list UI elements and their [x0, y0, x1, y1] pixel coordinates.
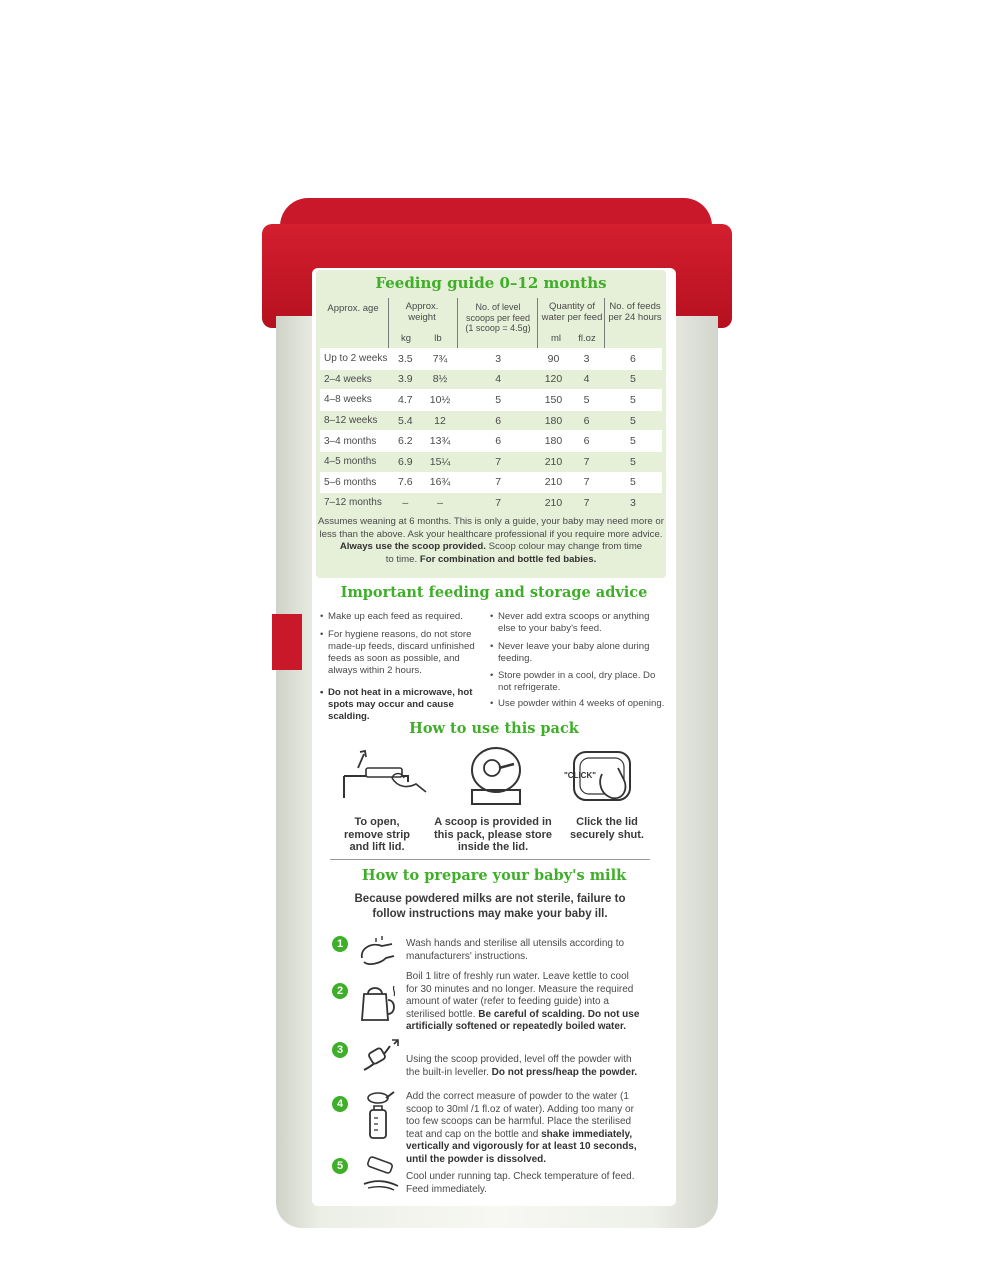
step-number: 4	[332, 1096, 348, 1112]
advice-item: • Never leave your baby alone during feeding.	[498, 641, 658, 665]
advice-item: • Do not heat in a microwave, hot spots may occur and cause scalding.	[328, 687, 488, 723]
header-lb: lb	[434, 333, 442, 344]
table-cell-kg: 7.6	[389, 472, 421, 493]
table-cell-scoops: 7	[459, 451, 538, 472]
table-cell-scoops: 3	[459, 349, 538, 370]
step-bold: Do not press/heap the powder.	[491, 1066, 638, 1078]
opening-strip-tab	[272, 614, 302, 670]
table-cell-floz: 6	[569, 410, 604, 431]
header-floz: fl.oz	[578, 333, 596, 344]
table-cell-floz: 5	[569, 390, 604, 411]
table-cell-feeds: 5	[604, 410, 662, 431]
how-to-use-title: How to use this pack	[409, 720, 579, 737]
table-cell-age: Up to 2 weeks	[320, 349, 389, 370]
feeding-guide-title: Feeding guide 0–12 months	[375, 274, 607, 292]
prepare-title: How to prepare your baby's milk	[361, 867, 627, 884]
table-cell-feeds: 5	[604, 390, 662, 411]
table-cell-scoops: 7	[459, 472, 538, 493]
table-cell-kg: 6.9	[389, 451, 421, 472]
table-cell-scoops: 7	[459, 493, 538, 513]
use-step-caption: Click the lid securely shut.	[570, 816, 644, 841]
table-cell-floz: 6	[569, 431, 604, 452]
header-kg: kg	[400, 333, 412, 344]
wash-hands-icon	[354, 934, 398, 968]
step-bold: shake immediately, vertically and vigorously for at least 10 seconds, until the powder is dissolved.	[406, 1128, 637, 1165]
table-cell-kg: 3.9	[389, 369, 421, 390]
click-label: "CLICK"	[564, 771, 597, 780]
advice-item: • For hygiene reasons, do not store made-up feeds, discard unfinished feeds as soon as possible, and always within 2 hours.	[328, 629, 488, 677]
table-cell-ml: 120	[538, 369, 570, 390]
table-cell-kg: –	[389, 493, 421, 513]
table-cell-lb: 10½	[421, 390, 459, 411]
table-row	[320, 349, 662, 370]
prepare-step-text	[406, 1054, 642, 1079]
table-cell-lb: 7¾	[421, 349, 459, 370]
open-strip-icon	[338, 748, 430, 804]
header-feeds: No. of feeds per 24 hours	[608, 301, 662, 323]
table-row	[320, 410, 662, 431]
table-cell-floz: 3	[569, 349, 604, 370]
table-cell-feeds: 5	[604, 369, 662, 390]
use-step-caption: A scoop is provided in this pack, please store inside the lid.	[434, 816, 552, 853]
advice-item: • Store powder in a cool, dry place. Do not refrigerate.	[498, 670, 658, 694]
table-row	[320, 390, 662, 411]
table-cell-scoops: 5	[459, 390, 538, 411]
header-water: Quantity of water per feed	[541, 301, 603, 323]
step-number: 1	[332, 936, 348, 952]
table-cell-scoops: 6	[459, 410, 538, 431]
table-cell-age: 8–12 weeks	[320, 410, 389, 431]
table-cell-age: 4–8 weeks	[320, 390, 389, 411]
table-row	[320, 472, 662, 493]
table-cell-scoops: 6	[459, 431, 538, 452]
header-scoops: No. of level scoops per feed (1 scoop = 4.5g)	[465, 302, 531, 333]
prepare-step-text: Wash hands and sterilise all utensils according to manufacturers' instructions.	[406, 938, 625, 962]
table-cell-age: 7–12 months	[320, 493, 389, 513]
table-cell-lb: 16¾	[421, 472, 459, 493]
prepare-step-text: Cool under running tap. Check temperature of feed. Feed immediately.	[406, 1171, 635, 1195]
prepare-step-text	[406, 1091, 646, 1166]
table-row	[320, 493, 662, 513]
step-bold: Be careful of scalding. Do not use artificially softened or repeatedly boiled water.	[406, 1008, 640, 1032]
table-cell-lb: 13¾	[421, 431, 459, 452]
table-cell-feeds: 5	[604, 472, 662, 493]
test-temperature-icon	[358, 1156, 402, 1192]
table-cell-feeds: 3	[604, 493, 662, 513]
table-cell-age: 5–6 months	[320, 472, 389, 493]
step-number: 3	[332, 1042, 348, 1058]
step-text: Add the correct measure of powder to the water (1 scoop to 30ml /1 fl.oz of water). Adding too many or too few scoops can be harmful. Place the sterilised teat and cap on the bottle and	[406, 1091, 634, 1140]
table-row	[320, 431, 662, 452]
table-cell-ml: 180	[538, 410, 570, 431]
kettle-icon	[356, 980, 402, 1024]
table-cell-kg: 3.5	[389, 349, 421, 370]
table-cell-lb: 8½	[421, 369, 459, 390]
note-bold: Always use the scoop provided.	[339, 541, 486, 552]
step-text: Using the scoop provided, level off the powder with the built-in leveller.	[406, 1054, 632, 1078]
header-weight: Approx. weight	[405, 301, 439, 323]
table-cell-age: 3–4 months	[320, 431, 389, 452]
table-cell-floz: 7	[569, 451, 604, 472]
table-cell-ml: 210	[538, 451, 570, 472]
table-cell-kg: 6.2	[389, 431, 421, 452]
note-bold: For combination and bottle fed babies.	[419, 553, 597, 565]
table-cell-age: 2–4 weeks	[320, 369, 389, 390]
feeding-guide-note	[316, 516, 666, 566]
scoop-in-lid-icon	[464, 744, 528, 808]
use-step-caption: To open, remove strip and lift lid.	[343, 816, 411, 853]
note-line: Assumes weaning at 6 months. This is only a guide, your baby may need more or	[318, 516, 664, 527]
header-ml: ml	[550, 333, 562, 344]
step-number: 2	[332, 983, 348, 999]
step-number: 5	[332, 1158, 348, 1174]
note-text: to time.	[385, 553, 420, 565]
advice-title: Important feeding and storage advice	[340, 584, 648, 601]
feeding-guide-table	[320, 348, 662, 513]
table-cell-ml: 90	[538, 349, 570, 370]
table-cell-floz: 4	[569, 369, 604, 390]
advice-item: • Use powder within 4 weeks of opening.	[498, 698, 668, 710]
table-cell-ml: 210	[538, 472, 570, 493]
table-cell-floz: 7	[569, 472, 604, 493]
prepare-step-text	[406, 971, 642, 1034]
note-line	[316, 554, 666, 567]
table-cell-ml: 180	[538, 431, 570, 452]
note-line	[316, 541, 666, 554]
click-lid-icon	[562, 744, 638, 806]
table-cell-feeds: 5	[604, 431, 662, 452]
table-cell-feeds: 6	[604, 349, 662, 370]
table-cell-ml: 210	[538, 493, 570, 513]
section-divider	[330, 859, 650, 860]
scoop-level-icon	[358, 1036, 402, 1076]
table-cell-lb: –	[421, 493, 459, 513]
table-cell-kg: 4.7	[389, 390, 421, 411]
table-cell-feeds: 5	[604, 451, 662, 472]
table-cell-kg: 5.4	[389, 410, 421, 431]
step-text: Boil 1 litre of freshly run water. Leave kettle to cool for 30 minutes and no longer. Measure the required amount of water (refer to feeding guide) into a sterilised bottle.	[406, 971, 634, 1020]
table-cell-floz: 7	[569, 493, 604, 513]
bottle-icon	[360, 1088, 400, 1142]
table-row	[320, 451, 662, 472]
table-cell-ml: 150	[538, 390, 570, 411]
table-cell-age: 4–5 months	[320, 451, 389, 472]
table-row	[320, 369, 662, 390]
table-cell-lb: 12	[421, 410, 459, 431]
prepare-warning: Because powdered milks are not sterile, failure to follow instructions may make your baby ill.	[354, 893, 626, 920]
header-age: Approx. age	[327, 303, 379, 314]
note-line: less than the above. Ask your healthcare professional if you require more advice.	[319, 528, 663, 540]
advice-item: • Make up each feed as required.	[328, 611, 488, 623]
table-cell-scoops: 4	[459, 369, 538, 390]
table-cell-lb: 15¼	[421, 451, 459, 472]
note-text: Scoop colour may change from time	[485, 541, 643, 552]
advice-item: • Never add extra scoops or anything else to your baby's feed.	[498, 611, 658, 635]
